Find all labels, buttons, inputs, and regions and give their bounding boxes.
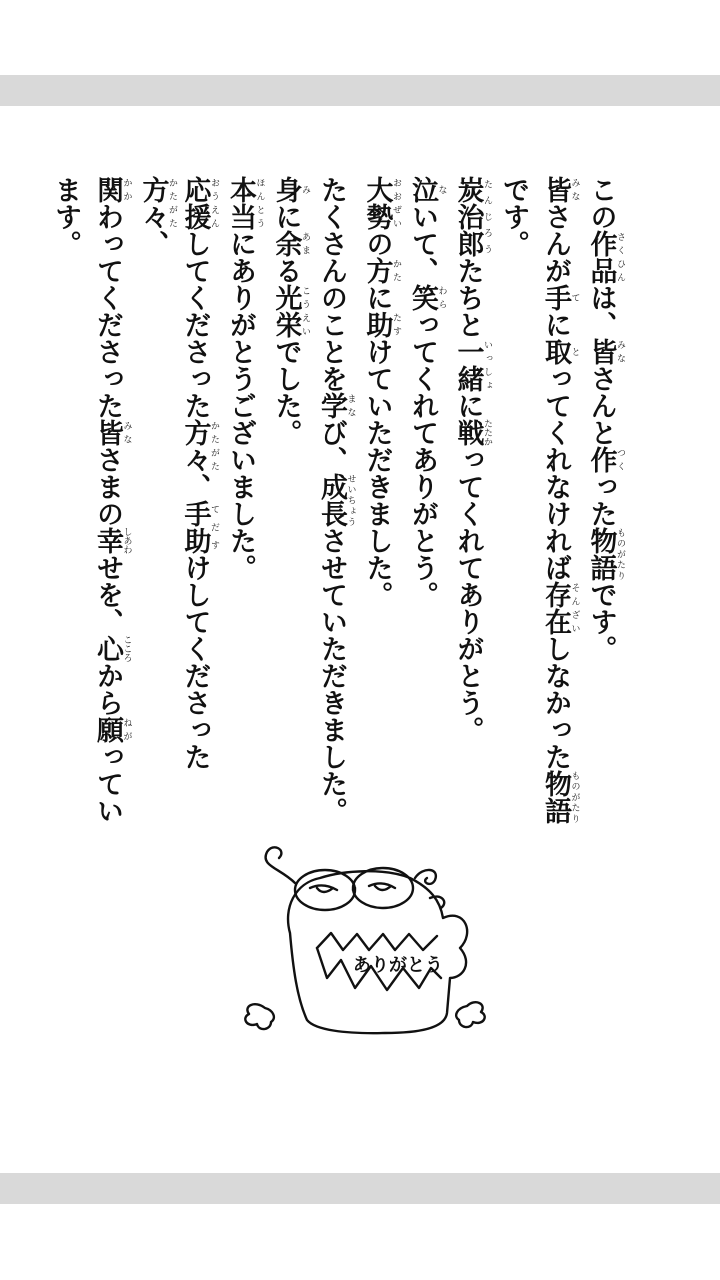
message-text-segment: でした。	[270, 338, 302, 446]
message-text-segment: は、	[585, 284, 617, 338]
message-line-8	[219, 176, 265, 836]
ruby-word: 学まな	[316, 392, 356, 419]
message-line-3	[447, 176, 493, 836]
furigana: みな	[615, 338, 625, 365]
furigana: そんざい	[569, 581, 580, 635]
mascot-glasses-bridge	[353, 888, 355, 890]
furigana: つく	[615, 446, 625, 473]
ruby-word: 泣な	[407, 176, 447, 203]
furigana: て	[569, 284, 580, 311]
message-line-1	[580, 176, 626, 836]
furigana: ねが	[121, 716, 132, 743]
ruby-word: 余あま	[270, 230, 310, 257]
ruby-word: 応援おうえん	[179, 176, 219, 230]
ruby-word: 物語ものがたり	[585, 527, 625, 581]
furigana: たす	[391, 311, 401, 338]
message-text-segment: さんと	[585, 365, 617, 446]
furigana: おうえん	[209, 176, 219, 230]
mascot-left-eye	[310, 885, 337, 892]
ruby-word: 方々かたがた	[179, 419, 219, 473]
message-line-7	[265, 176, 311, 836]
message-line-9	[132, 176, 220, 836]
furigana: な	[436, 176, 447, 203]
furigana: かたがた	[209, 419, 219, 473]
message-text-segment: たちと	[452, 257, 484, 338]
bottom-gray-band	[0, 1173, 720, 1204]
message-text-segment: けしてくださった	[179, 554, 211, 770]
ruby-word: 身み	[270, 176, 310, 203]
ruby-word: 心こころ	[92, 635, 132, 662]
furigana: ものがたり	[569, 770, 580, 824]
message-text-segment: に	[270, 203, 302, 230]
furigana: たたか	[482, 419, 492, 446]
message-text-segment: いて、	[407, 203, 438, 284]
ruby-word: 炭治郎たんじろう	[452, 176, 492, 257]
ruby-word: 方かた	[361, 257, 401, 284]
ruby-word: 笑わら	[407, 284, 447, 311]
furigana: いっしょ	[482, 338, 492, 392]
furigana: あま	[300, 230, 310, 257]
vertical-thank-you-message	[44, 176, 625, 836]
furigana: おおぜい	[391, 176, 401, 230]
message-text-segment: の	[361, 230, 393, 257]
ruby-word: 作品さくひん	[585, 230, 625, 284]
message-text-segment: さまの	[92, 446, 123, 527]
furigana: かか	[121, 176, 132, 203]
ruby-word: 幸しあわ	[92, 527, 132, 554]
message-text-segment: に	[540, 311, 571, 338]
ruby-word: 戦たたか	[452, 419, 492, 446]
top-gray-band	[0, 75, 720, 106]
message-text-segment: った	[585, 473, 617, 527]
message-text-segment: です。	[585, 581, 617, 662]
message-text-segment: る	[270, 257, 302, 284]
mascot-label: ありがとう	[353, 955, 443, 976]
message-text-segment: ってくれてありがとう。	[452, 446, 484, 743]
furigana: たんじろう	[482, 176, 492, 257]
furigana: みな	[569, 176, 580, 203]
furigana: と	[569, 338, 580, 365]
furigana: こうえい	[300, 284, 310, 338]
ruby-word: 願ねが	[92, 716, 132, 743]
message-line-5	[356, 176, 402, 836]
message-text-segment: です。	[498, 176, 529, 257]
mascot-right-lens	[353, 868, 413, 908]
furigana: まな	[345, 392, 356, 419]
ruby-word: 存在そんざい	[540, 581, 580, 635]
message-line-6	[310, 176, 356, 836]
ruby-word: 取と	[540, 338, 580, 365]
message-text-segment: 、	[179, 473, 211, 500]
furigana: わら	[436, 284, 447, 311]
ruby-word: 手て	[540, 284, 580, 311]
message-text-segment: っています。	[50, 176, 123, 824]
ruby-word: 関かか	[92, 176, 132, 203]
ruby-word: 一緒いっしょ	[452, 338, 492, 392]
message-text-segment: 、	[137, 230, 169, 257]
furigana: ほんとう	[254, 176, 265, 230]
ruby-word: 方々かたがた	[137, 176, 177, 230]
message-text-segment: ってくれなければ	[540, 365, 571, 581]
ruby-word: 皆みな	[585, 338, 625, 365]
furigana: かた	[391, 257, 401, 284]
message-text-segment: させていただきました。	[316, 527, 347, 824]
ruby-word: 皆みな	[92, 419, 132, 446]
message-text-segment: この	[585, 176, 617, 230]
message-text-segment: してくださった	[179, 230, 211, 419]
mascot-upper-teeth	[317, 933, 437, 950]
ruby-word: 助たす	[361, 311, 401, 338]
mascot-left-hand	[245, 1004, 274, 1029]
furigana: しあわ	[121, 527, 132, 554]
furigana: かたがた	[167, 176, 177, 230]
message-text-segment: から	[92, 662, 123, 716]
furigana: み	[300, 176, 310, 203]
mascot-right-hand	[456, 1002, 485, 1027]
message-text-segment: にありがとうございました。	[225, 230, 256, 581]
ruby-word: 物語ものがたり	[540, 770, 580, 824]
furigana: せいちょう	[345, 473, 356, 527]
message-text-segment: しなかった	[540, 635, 571, 770]
mascot-right-eye	[369, 883, 395, 890]
message-text-segment: せを、	[92, 554, 123, 635]
ruby-word: 皆みな	[540, 176, 580, 203]
message-line-4	[401, 176, 447, 836]
ruby-word: 光栄こうえい	[270, 284, 310, 338]
message-line-2	[492, 176, 580, 836]
message-text-segment: たくさんのことを	[316, 176, 347, 392]
mascot-head-outline	[288, 871, 467, 1033]
message-text-segment: に	[361, 284, 393, 311]
message-text-segment: さんが	[540, 203, 571, 284]
message-line-10	[44, 176, 132, 836]
ruby-word: 大勢おおぜい	[361, 176, 401, 230]
furigana: さくひん	[615, 230, 625, 284]
furigana: みな	[121, 419, 132, 446]
message-text-segment: けていただきました。	[361, 338, 393, 608]
furigana: ものがたり	[615, 527, 625, 581]
ruby-word: 手助てだす	[179, 500, 219, 554]
furigana: こころ	[121, 635, 132, 662]
furigana: てだす	[209, 500, 219, 554]
message-text-segment: び、	[316, 419, 347, 473]
ruby-word: 作つく	[585, 446, 625, 473]
ruby-word: 成長せいちょう	[316, 473, 356, 527]
ruby-word: 本当ほんとう	[225, 176, 265, 230]
message-text-segment: に	[452, 392, 484, 419]
mascot-left-curl	[266, 847, 295, 883]
message-text-segment: ってくれてありがとう。	[407, 311, 438, 608]
message-text-segment: わってくださった	[92, 203, 123, 419]
thank-you-mascot-illustration	[235, 838, 495, 1048]
